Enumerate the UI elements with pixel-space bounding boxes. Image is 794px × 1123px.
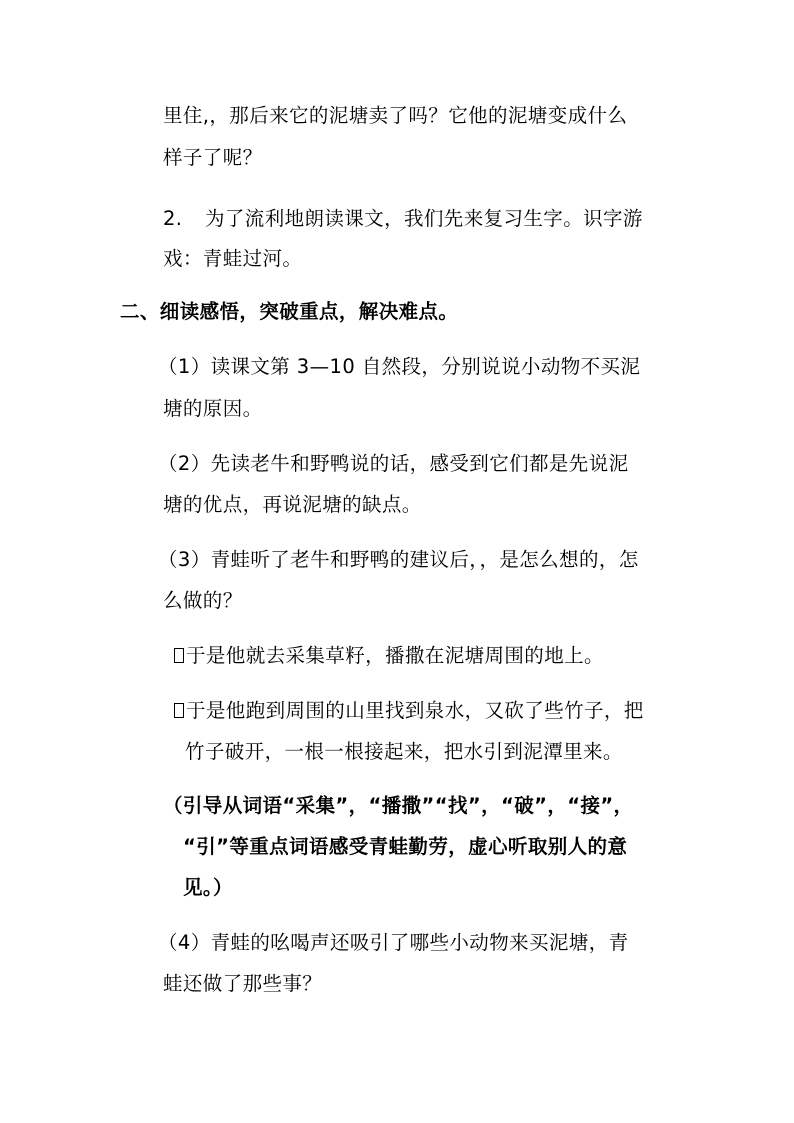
- section-2-heading: 二、细读感悟，突破重点，解决难点。: [120, 300, 459, 323]
- guidance-line-2: “引”等重点词语感受青蛙勤劳，虚心听取别人的意: [183, 835, 628, 858]
- checkbox-glyph-icon: [174, 703, 184, 718]
- checkbox-glyph-icon: [174, 648, 184, 663]
- bullet-1-text: 于是他就去采集草籽，播撒在泥塘周围的地上。: [186, 644, 604, 667]
- bullet-1: [174, 644, 604, 668]
- q4-line-2: 蛙还做了那些事？: [163, 972, 323, 995]
- item-2-number: 2.: [163, 207, 183, 230]
- q2-line-2: 塘的优点，再说泥塘的缺点。: [163, 493, 422, 516]
- item-2-line-2: 戏：青蛙过河。: [163, 247, 303, 270]
- bullet-2-text-1: 于是他跑到周围的山里找到泉水，又砍了些竹子，把: [186, 699, 644, 722]
- q1-line-2: 塘的原因。: [163, 397, 263, 420]
- q1-line-1: （1）读课文第 3—10 自然段，分别说说小动物不买泥: [158, 355, 641, 378]
- guidance-line-3: 见。）: [183, 876, 233, 899]
- q3-line-2: 么做的？: [163, 589, 243, 612]
- bullet-2-line-2: 竹子破开，一根一根接起来，把水引到泥潭里来。: [185, 740, 623, 763]
- intro-line-1: 里住,，那后来它的泥塘卖了吗？它他的泥塘变成什么: [163, 104, 628, 127]
- bullet-2-line-1: [174, 699, 644, 723]
- item-2-line-1: 为了流利地朗读课文，我们先来复习生字。识字游: [205, 207, 643, 230]
- guidance-line-1: （引导从词语“采集”，“播撒”“找”，“破”，“接”，: [163, 794, 634, 817]
- q4-line-1: （4）青蛙的吆喝声还吸引了哪些小动物来买泥塘，青: [158, 931, 629, 954]
- intro-line-2: 样子了呢？: [163, 146, 263, 169]
- q2-line-1: （2）先读老牛和野鸭说的话，感受到它们都是先说泥: [158, 452, 629, 475]
- q3-line-1: （3）青蛙听了老牛和野鸭的建议后，，是怎么想的，怎: [158, 548, 639, 571]
